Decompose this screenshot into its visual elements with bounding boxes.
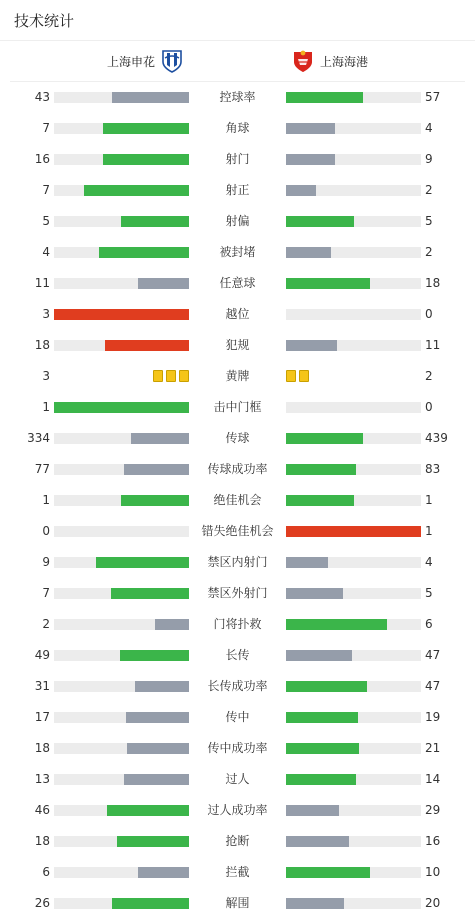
away-bar-fill xyxy=(286,588,343,599)
section-title: 技术统计 xyxy=(14,11,75,30)
shanghai-port-logo-icon xyxy=(292,49,314,73)
home-bar-track xyxy=(54,495,189,506)
stat-label: 越位 xyxy=(225,307,250,321)
home-value: 77 xyxy=(34,462,50,476)
stat-row xyxy=(0,795,475,826)
away-value: 2 xyxy=(425,369,433,383)
away-bar-track xyxy=(286,681,421,692)
stat-label: 拦截 xyxy=(225,865,250,879)
away-bar-track xyxy=(286,588,421,599)
away-value: 9 xyxy=(425,152,433,166)
away-value: 20 xyxy=(425,896,441,910)
home-value: 13 xyxy=(34,772,50,786)
stat-row xyxy=(0,330,475,361)
home-value: 18 xyxy=(34,741,50,755)
away-bar-fill xyxy=(286,495,354,506)
home-team[interactable] xyxy=(107,41,183,81)
stat-label: 传球成功率 xyxy=(207,462,268,476)
stat-label: 控球率 xyxy=(219,90,256,104)
home-value: 7 xyxy=(42,586,50,600)
away-bar-track xyxy=(286,402,421,413)
away-team[interactable] xyxy=(292,41,368,81)
away-bar-track xyxy=(286,650,421,661)
away-bar-fill xyxy=(286,92,363,103)
away-value: 6 xyxy=(425,617,433,631)
away-value: 21 xyxy=(425,741,441,755)
home-yellow-cards xyxy=(153,370,189,383)
home-bar-track xyxy=(54,123,189,134)
stat-row xyxy=(0,485,475,516)
away-bar-fill xyxy=(286,743,359,754)
away-bar-fill xyxy=(286,216,354,227)
away-value: 4 xyxy=(425,555,433,569)
away-bar-fill xyxy=(286,247,331,258)
home-bar-fill xyxy=(124,464,189,475)
stat-row xyxy=(0,144,475,175)
away-bar-track xyxy=(286,898,421,909)
stat-row xyxy=(0,516,475,547)
away-bar-track xyxy=(286,123,421,134)
home-bar-track xyxy=(54,433,189,444)
yellow-card-icon xyxy=(179,370,189,382)
home-bar-track xyxy=(54,805,189,816)
home-bar-fill xyxy=(121,216,189,227)
away-bar-fill xyxy=(286,154,335,165)
home-bar-fill xyxy=(99,247,189,258)
home-bar-track xyxy=(54,464,189,475)
home-bar-track xyxy=(54,526,189,537)
home-bar-track xyxy=(54,309,189,320)
home-value: 46 xyxy=(34,803,50,817)
stat-row xyxy=(0,423,475,454)
stat-row xyxy=(0,578,475,609)
home-value: 3 xyxy=(42,369,50,383)
home-value: 26 xyxy=(34,896,50,910)
stat-label: 犯规 xyxy=(225,338,250,352)
away-bar-fill xyxy=(286,867,370,878)
away-bar-track xyxy=(286,712,421,723)
stat-row xyxy=(0,764,475,795)
stat-row xyxy=(0,299,475,330)
yellow-card-icon xyxy=(299,370,309,382)
home-bar-fill xyxy=(54,402,189,413)
stat-row xyxy=(0,609,475,640)
stat-row xyxy=(0,268,475,299)
away-bar-fill xyxy=(286,278,370,289)
home-bar-fill xyxy=(107,805,189,816)
away-value: 11 xyxy=(425,338,441,352)
stat-label: 角球 xyxy=(225,121,250,135)
away-value: 1 xyxy=(425,493,433,507)
home-bar-track xyxy=(54,650,189,661)
stat-label: 解围 xyxy=(225,896,250,910)
away-value: 14 xyxy=(425,772,441,786)
home-bar-fill xyxy=(103,154,189,165)
home-bar-fill xyxy=(112,92,189,103)
home-value: 3 xyxy=(42,307,50,321)
team-header xyxy=(10,41,465,82)
home-value: 17 xyxy=(34,710,50,724)
home-bar-fill xyxy=(138,278,189,289)
stat-label: 长传 xyxy=(225,648,250,662)
away-bar-track xyxy=(286,309,421,320)
stat-row xyxy=(0,175,475,206)
stat-label: 击中门框 xyxy=(213,400,262,414)
home-bar-track xyxy=(54,836,189,847)
home-bar-fill xyxy=(126,712,189,723)
away-value: 18 xyxy=(425,276,441,290)
away-value: 10 xyxy=(425,865,441,879)
away-value: 439 xyxy=(425,431,448,445)
home-bar-track xyxy=(54,867,189,878)
away-bar-fill xyxy=(286,712,358,723)
away-bar-fill xyxy=(286,650,352,661)
home-bar-track xyxy=(54,557,189,568)
stat-label: 传中成功率 xyxy=(207,741,268,755)
away-yellow-cards xyxy=(286,370,309,383)
stat-label: 任意球 xyxy=(219,276,256,290)
shenhua-logo-icon xyxy=(161,49,183,73)
home-bar-fill xyxy=(138,867,189,878)
stat-label: 禁区外射门 xyxy=(207,586,268,600)
away-team-name: 上海海港 xyxy=(320,54,369,69)
away-bar-fill xyxy=(286,464,356,475)
home-bar-fill xyxy=(131,433,189,444)
home-bar-track xyxy=(54,278,189,289)
home-bar-fill xyxy=(84,185,189,196)
away-bar-fill xyxy=(286,557,328,568)
away-value: 16 xyxy=(425,834,441,848)
stat-row xyxy=(0,113,475,144)
away-value: 2 xyxy=(425,245,433,259)
away-value: 5 xyxy=(425,586,433,600)
home-value: 18 xyxy=(34,338,50,352)
home-bar-fill xyxy=(112,898,189,909)
stat-label: 传中 xyxy=(225,710,250,724)
home-bar-fill xyxy=(124,774,189,785)
yellow-card-icon xyxy=(166,370,176,382)
away-bar-fill xyxy=(286,774,356,785)
home-value: 2 xyxy=(42,617,50,631)
away-bar-track xyxy=(286,867,421,878)
home-value: 11 xyxy=(34,276,50,290)
home-bar-track xyxy=(54,619,189,630)
away-bar-fill xyxy=(286,123,335,134)
home-bar-fill xyxy=(127,743,189,754)
stat-row xyxy=(0,826,475,857)
away-bar-fill xyxy=(286,619,387,630)
away-bar-track xyxy=(286,526,421,537)
stat-row xyxy=(0,361,475,392)
away-bar-track xyxy=(286,216,421,227)
home-bar-fill xyxy=(103,123,189,134)
away-value: 5 xyxy=(425,214,433,228)
away-bar-track xyxy=(286,433,421,444)
home-bar-fill xyxy=(135,681,189,692)
away-value: 29 xyxy=(425,803,441,817)
home-bar-track xyxy=(54,185,189,196)
stat-label: 长传成功率 xyxy=(207,679,268,693)
home-bar-track xyxy=(54,681,189,692)
away-value: 1 xyxy=(425,524,433,538)
home-team-name: 上海申花 xyxy=(106,54,155,69)
home-value: 0 xyxy=(42,524,50,538)
away-bar-fill xyxy=(286,340,337,351)
home-value: 43 xyxy=(34,90,50,104)
away-bar-fill xyxy=(286,836,349,847)
away-value: 57 xyxy=(425,90,441,104)
away-value: 4 xyxy=(425,121,433,135)
home-bar-track xyxy=(54,247,189,258)
stat-row xyxy=(0,671,475,702)
stats-list xyxy=(0,82,475,919)
home-bar-fill xyxy=(117,836,189,847)
home-bar-track xyxy=(54,216,189,227)
home-value: 31 xyxy=(34,679,50,693)
away-bar-track xyxy=(286,185,421,196)
away-bar-track xyxy=(286,836,421,847)
home-value: 5 xyxy=(42,214,50,228)
home-value: 49 xyxy=(34,648,50,662)
away-bar-track xyxy=(286,278,421,289)
home-bar-fill xyxy=(105,340,189,351)
away-bar-track xyxy=(286,340,421,351)
stat-label: 射门 xyxy=(225,152,250,166)
away-bar-fill xyxy=(286,681,367,692)
stat-label: 被封堵 xyxy=(219,245,256,259)
stat-row xyxy=(0,547,475,578)
stat-label: 黄牌 xyxy=(225,369,250,383)
away-bar-track xyxy=(286,743,421,754)
stat-label: 传球 xyxy=(225,431,250,445)
stat-label: 禁区内射门 xyxy=(207,555,268,569)
home-value: 16 xyxy=(34,152,50,166)
home-bar-track xyxy=(54,588,189,599)
stat-label: 过人 xyxy=(225,772,250,786)
stat-label: 门将扑救 xyxy=(213,617,262,631)
home-bar-track xyxy=(54,402,189,413)
away-bar-track xyxy=(286,247,421,258)
away-bar-fill xyxy=(286,526,421,537)
home-value: 9 xyxy=(42,555,50,569)
home-value: 7 xyxy=(42,121,50,135)
away-bar-fill xyxy=(286,433,363,444)
away-bar-track xyxy=(286,774,421,785)
stat-label: 绝佳机会 xyxy=(213,493,262,507)
away-value: 0 xyxy=(425,400,433,414)
away-value: 19 xyxy=(425,710,441,724)
away-bar-track xyxy=(286,619,421,630)
stat-row xyxy=(0,392,475,423)
away-value: 2 xyxy=(425,183,433,197)
stat-row xyxy=(0,857,475,888)
yellow-card-icon xyxy=(286,370,296,382)
section-header xyxy=(0,0,475,41)
stat-row xyxy=(0,733,475,764)
home-bar-track xyxy=(54,340,189,351)
stat-label: 错失绝佳机会 xyxy=(201,524,274,538)
home-value: 1 xyxy=(42,400,50,414)
stat-row xyxy=(0,640,475,671)
stat-label: 抢断 xyxy=(225,834,250,848)
stat-row xyxy=(0,206,475,237)
home-bar-track xyxy=(54,743,189,754)
home-value: 1 xyxy=(42,493,50,507)
home-bar-track xyxy=(54,712,189,723)
stat-row xyxy=(0,702,475,733)
away-bar-track xyxy=(286,495,421,506)
away-value: 47 xyxy=(425,679,441,693)
home-bar-track xyxy=(54,92,189,103)
home-bar-fill xyxy=(111,588,189,599)
away-bar-fill xyxy=(286,898,344,909)
home-bar-fill xyxy=(120,650,189,661)
away-value: 0 xyxy=(425,307,433,321)
home-bar-track xyxy=(54,774,189,785)
stat-label: 过人成功率 xyxy=(207,803,268,817)
stat-label: 射偏 xyxy=(225,214,250,228)
home-bar-fill xyxy=(155,619,189,630)
away-bar-track xyxy=(286,92,421,103)
home-value: 6 xyxy=(42,865,50,879)
away-value: 83 xyxy=(425,462,441,476)
home-value: 4 xyxy=(42,245,50,259)
away-bar-fill xyxy=(286,185,316,196)
away-bar-fill xyxy=(286,805,339,816)
stat-row xyxy=(0,454,475,485)
home-value: 334 xyxy=(27,431,50,445)
stat-row xyxy=(0,888,475,919)
home-value: 7 xyxy=(42,183,50,197)
away-value: 47 xyxy=(425,648,441,662)
home-bar-track xyxy=(54,154,189,165)
home-bar-fill xyxy=(96,557,189,568)
home-bar-track xyxy=(54,898,189,909)
away-bar-track xyxy=(286,557,421,568)
yellow-card-icon xyxy=(153,370,163,382)
away-bar-track xyxy=(286,464,421,475)
away-bar-track xyxy=(286,805,421,816)
home-bar-fill xyxy=(121,495,189,506)
away-bar-track xyxy=(286,154,421,165)
stat-row xyxy=(0,237,475,268)
home-value: 18 xyxy=(34,834,50,848)
stat-label: 射正 xyxy=(225,183,250,197)
home-bar-fill xyxy=(54,309,189,320)
stat-row xyxy=(0,82,475,113)
